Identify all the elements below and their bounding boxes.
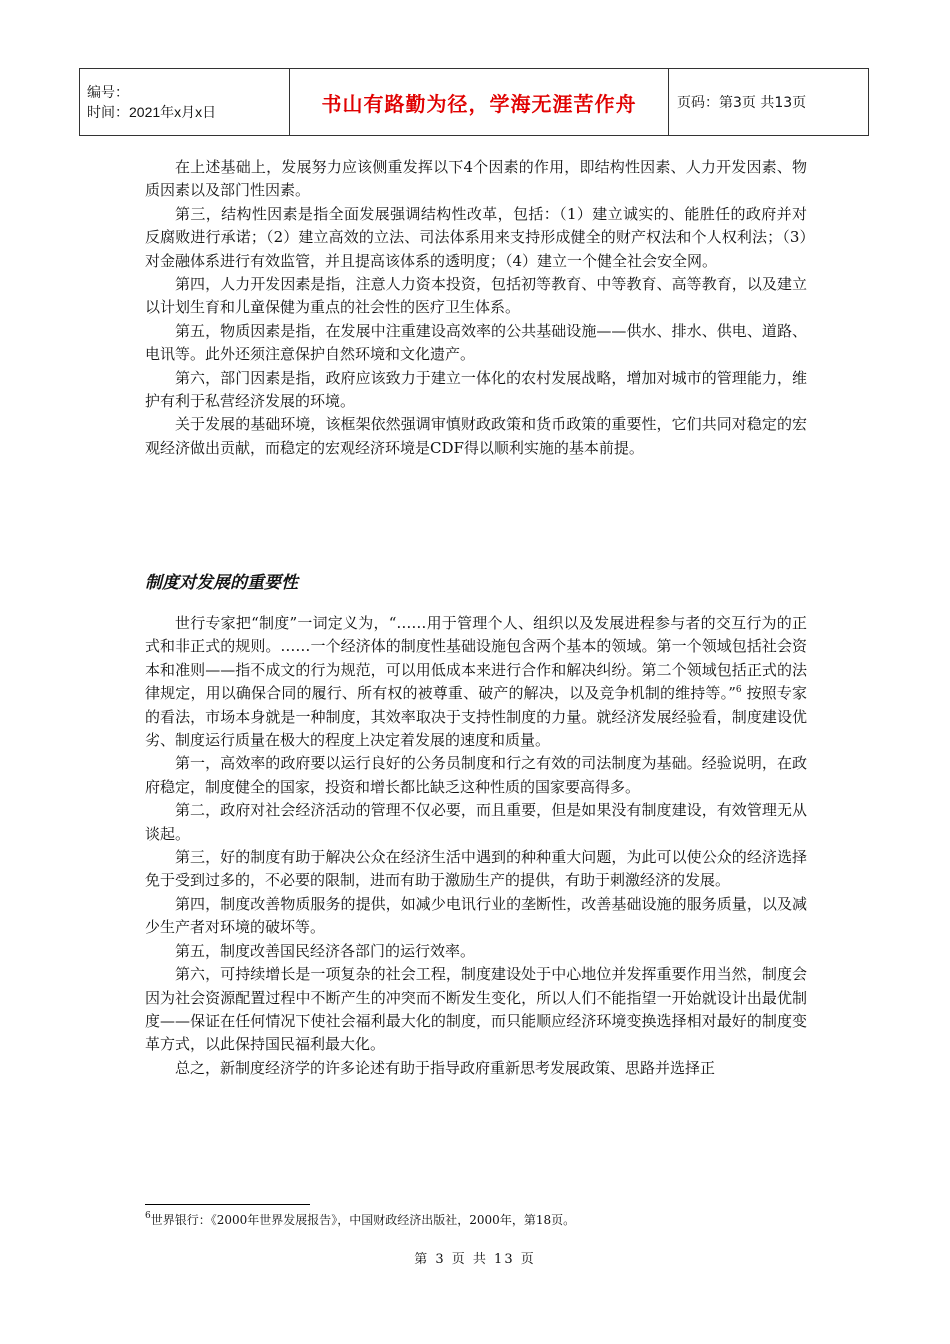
paragraph: 关于发展的基础环境，该框架依然强调审慎财政政策和货币政策的重要性，它们共同对稳定的宏观经济做出贡献，而稳定的宏观经济环境是CDF得以顺利实施的基本前提。 bbox=[145, 415, 807, 457]
paragraph: 第一，高效率的政府要以运行良好的公务员制度和行之有效的司法制度为基础。经验说明，在政府稳定，制度健全的国家，投资和增长都比缺乏这种性质的国家要高得多。 bbox=[145, 754, 807, 796]
section-heading: 制度对发展的重要性 bbox=[145, 573, 298, 593]
paragraph: 在上述基础上，发展努力应该侧重发挥以下4个因素的作用，即结构性因素、人力开发因素、物质因素以及部门性因素。 bbox=[145, 158, 807, 200]
paragraph: 第六，部门因素是指，政府应该致力于建立一体化的农村发展战略，增加对城市的管理能力，维护有利于私营经济发展的环境。 bbox=[145, 368, 807, 411]
document-header bbox=[79, 68, 869, 136]
paragraph: 第二，政府对社会经济活动的管理不仅必要，而且重要，但是如果没有制度建设，有效管理无从谈起。 bbox=[145, 801, 807, 843]
footnote bbox=[145, 1212, 575, 1228]
header-meta-cell bbox=[80, 69, 290, 136]
date-label: 时间：2021年x月x日 bbox=[87, 104, 217, 120]
paragraph: 第三，结构性因素是指全面发展强调结构性改革，包括：（1）建立诚实的、能胜任的政府并对反腐败进行承诺；（2）建立高效的立法、司法体系用来支持形成健全的财产权法和个人权利法；（3）对金融体系进行有效监管，并且提高该体系的透明度；（4）建立一个健全社会安全网。 bbox=[145, 204, 807, 270]
footnote-marker: 6 bbox=[145, 1211, 151, 1221]
footnote-divider bbox=[145, 1204, 310, 1205]
paragraph: 第四，制度改善物质服务的提供，如减少电讯行业的垄断性，改善基础设施的服务质量，以及减少生产者对环境的破坏等。 bbox=[145, 894, 807, 937]
section-2-body bbox=[145, 612, 807, 1080]
paragraph: 第六，可持续增长是一项复杂的社会工程，制度建设处于中心地位并发挥重要作用当然，制度会因为社会资源配置过程中不断产生的冲突而不断发生变化，所以人们不能指望一开始就设计出最优制度——保证在任何情况下使社会福利最大化的制度，而只能顺应经济环境变换选择相对最好的制度变革方式，以此保持国民福利最大化。 bbox=[145, 965, 807, 1054]
motto: 书山有路勤为径，学海无涯苦作舟 bbox=[290, 69, 669, 136]
paragraph: 第三，好的制度有助于解决公众在经济生活中遇到的种种重大问题，为此可以使公众的经济选择免于受到过多的，不必要的限制，进而有助于激励生产的提供，有助于刺激经济的发展。 bbox=[145, 848, 807, 890]
intro-text: 世行专家把“制度”一词定义为，“……用于管理个人、组织以及发展进程参与者的交互行为的正式和非正式的规则。……一个经济体的制度性基础设施包含两个基本的领域。第一个领域包括社会资本和准则——指不成文的行为规范，可以用低成本来进行合作和解决纠纷。第二个领域包括正式的法律规定，用以确保合同的履行、所有权的被尊重、破产的解决，以及竞争机制的维持等。” bbox=[145, 614, 807, 703]
intro-paragraph bbox=[145, 612, 807, 752]
number-label: 编号： bbox=[87, 84, 129, 100]
paragraph: 第五，物质因素是指，在发展中注重建设高效率的公共基础设施——供水、排水、供电、道路、电讯等。此外还须注意保护自然环境和文化遗产。 bbox=[145, 321, 807, 364]
section-1-body bbox=[145, 156, 807, 460]
paragraph: 第四，人力开发因素是指，注意人力资本投资，包括初等教育、中等教育、高等教育，以及建立以计划生育和儿童保健为重点的社会性的医疗卫生体系。 bbox=[145, 275, 807, 317]
footnote-reference[interactable]: 6 bbox=[735, 685, 742, 696]
paragraph: 第五，制度改善国民经济各部门的运行效率。 bbox=[175, 941, 476, 960]
page-number: 第 3 页 共 13 页 bbox=[414, 1252, 536, 1267]
paragraph: 总之，新制度经济学的许多论述有助于指导政府重新思考发展政策、思路并选择正 bbox=[175, 1058, 716, 1077]
header-page-label: 页码：第3页 共13页 bbox=[669, 69, 869, 136]
intro-text-continued: 按照专家的看法，市场本身就是一种制度，其效率取决于支持性制度的力量。就经济发展经验看，制度建设优劣、制度运行质量在极大的程度上决定着发展的速度和质量。 bbox=[145, 684, 807, 750]
footnote-text: 世界银行：《2000年世界发展报告》，中国财政经济出版社，2000年，第18页。 bbox=[150, 1213, 576, 1227]
